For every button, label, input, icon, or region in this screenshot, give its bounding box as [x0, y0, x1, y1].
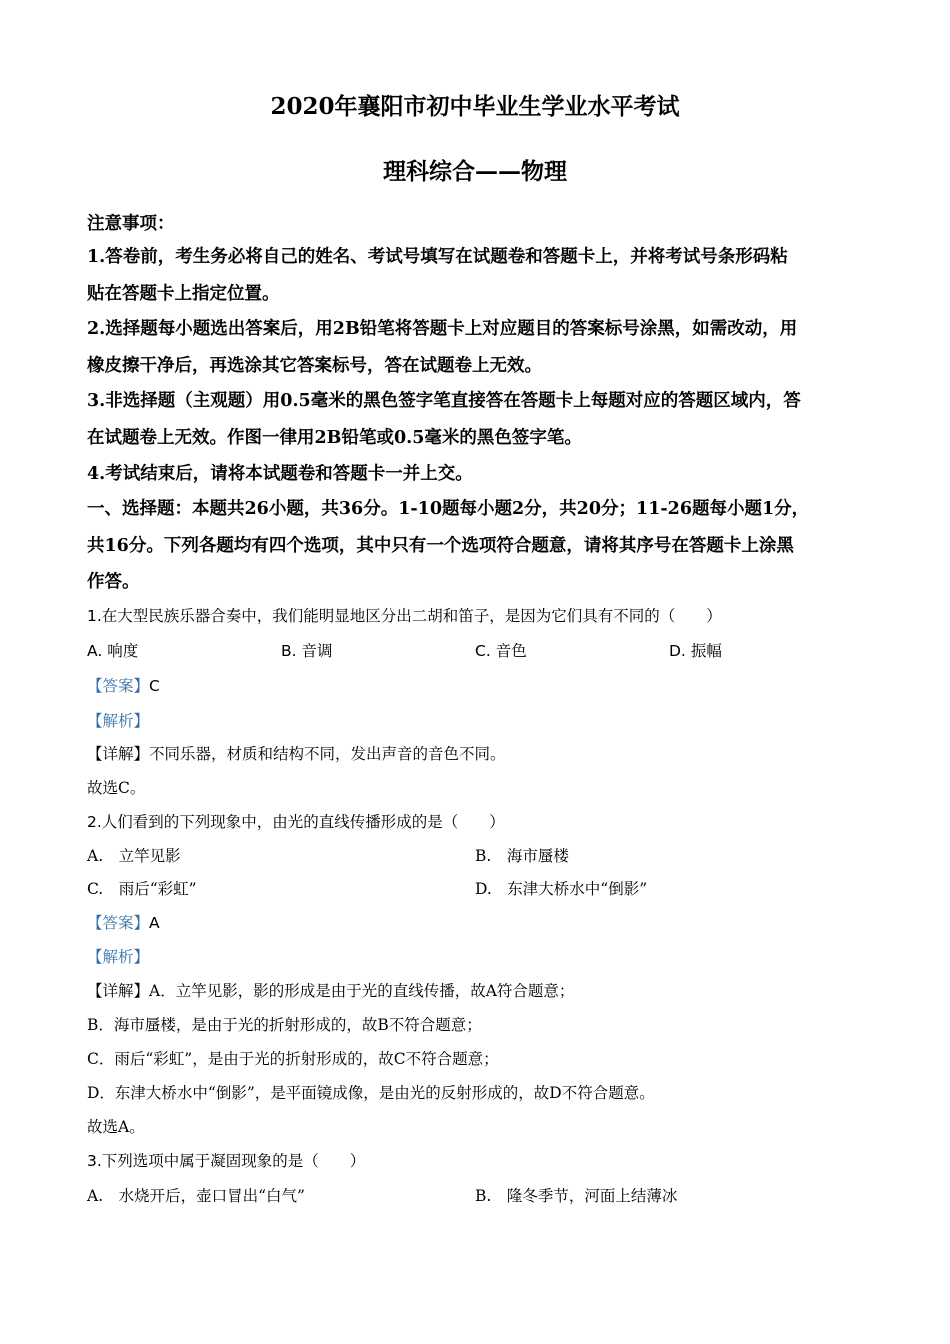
section-line: 共16分。下列各题均有四个选项，其中只有一个选项符合题意，请将其序号在答题卡上涂黑 [87, 536, 794, 556]
question-text: 下列选项中属于凝固现象的是（ ） [101, 1152, 366, 1170]
notice-line: 3.非选择题（主观题）用0.5毫米的黑色签字笔直接答在答题卡上每题对应的答题区域内，答 [87, 391, 801, 411]
option-d [669, 639, 722, 661]
detail-text: A．立竿见影，影的形成是由于光的直线传播，故A符合题意； [149, 982, 575, 1000]
conclusion: 故选C。 [87, 779, 146, 797]
question-number: 1. [87, 607, 102, 625]
question-number: 3. [87, 1152, 102, 1170]
answer-line [87, 674, 160, 696]
option-text: 音色 [495, 642, 527, 660]
option-c [475, 639, 527, 661]
detail-line: B．海市蜃楼，是由于光的折射形成的，故B不符合题意； [87, 1016, 482, 1034]
detail-line: C．雨后“彩虹”，是由于光的折射形成的，故C不符合题意； [87, 1050, 499, 1068]
analysis-tag: 【解析】 [87, 948, 150, 966]
page-subtitle: 理科综合——物理 [383, 158, 567, 185]
option-a: A. 水烧开后，壶口冒出“白气” [87, 1187, 305, 1205]
detail-tag: 【详解】 [87, 982, 150, 1000]
section-line: 作答。 [87, 572, 140, 592]
notice-line: 2.选择题每小题选出答案后，用2B铅笔将答题卡上对应题目的答案标号涂黑，如需改动，用 [87, 319, 798, 339]
section-line: 一、选择题：本题共26小题，共36分。1-10题每小题2分，共20分；11-26题每小题1分， [87, 499, 810, 519]
notice-line: 在试题卷上无效。作图一律用2B铅笔或0.5毫米的黑色签字笔。 [87, 428, 582, 448]
option-a: A. 立竿见影 [87, 847, 181, 865]
answer-tag: 【答案】 [87, 914, 150, 932]
notice-line: 橡皮擦干净后，再选涂其它答案标号，答在试题卷上无效。 [87, 356, 542, 376]
question-text: 在大型民族乐器合奏中，我们能明显地区分出二胡和笛子，是因为它们具有不同的（ ） [101, 607, 722, 625]
question-stem [87, 810, 505, 832]
option-text: 振幅 [690, 642, 722, 660]
conclusion: 故选A。 [87, 1118, 145, 1136]
option-letter: B. [281, 642, 297, 660]
notice-line: 贴在答题卡上指定位置。 [87, 284, 280, 304]
option-d: D. 东津大桥水中“倒影” [475, 880, 648, 898]
option-text: 音调 [301, 642, 333, 660]
option-a [87, 639, 138, 661]
option-b [281, 639, 333, 661]
option-c: C. 雨后“彩虹” [87, 880, 197, 898]
question-stem [87, 1149, 365, 1171]
answer-tag: 【答案】 [87, 677, 150, 695]
analysis-tag: 【解析】 [87, 712, 150, 730]
notice-line: 1.答卷前，考生务必将自己的姓名、考试号填写在试题卷和答题卡上，并将考试号条形码粘 [87, 247, 788, 267]
question-stem [87, 604, 722, 626]
option-b: B. 隆冬季节，河面上结薄冰 [475, 1187, 678, 1205]
question-text: 人们看到的下列现象中，由光的直线传播形成的是（ ） [101, 813, 505, 831]
answer-line [87, 911, 160, 933]
page-title: 2020年襄阳市初中毕业生学业水平考试 [270, 93, 680, 120]
option-letter: C. [475, 642, 491, 660]
detail-line [87, 979, 574, 1001]
option-letter: A. [87, 642, 103, 660]
option-letter: D. [669, 642, 686, 660]
option-b: B. 海市蜃楼 [475, 847, 569, 865]
detail-text: 不同乐器，材质和结构不同，发出声音的音色不同。 [149, 745, 506, 763]
detail-line: D．东津大桥水中“倒影”，是平面镜成像，是由光的反射形成的，故D不符合题意。 [87, 1084, 655, 1102]
notice-heading: 注意事项： [87, 214, 175, 234]
answer-value: A [149, 914, 160, 932]
option-text: 响度 [107, 642, 139, 660]
notice-line: 4.考试结束后，请将本试题卷和答题卡一并上交。 [87, 464, 473, 484]
detail-tag: 【详解】 [87, 745, 150, 763]
answer-value: C [149, 677, 160, 695]
detail-line [87, 742, 506, 764]
question-number: 2. [87, 813, 102, 831]
